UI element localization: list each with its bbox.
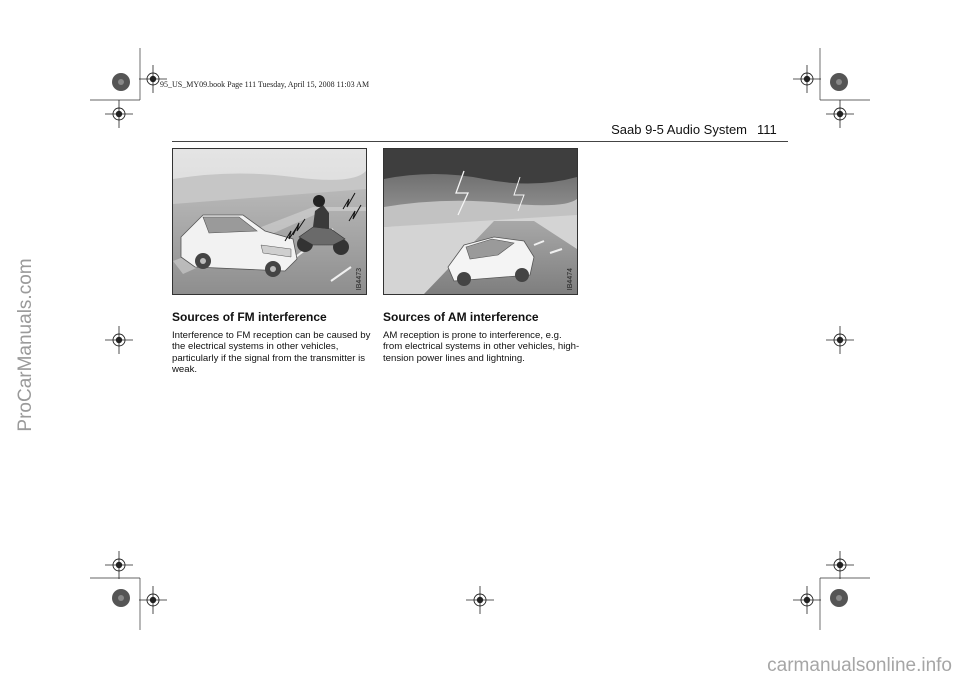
registration-mark-icon xyxy=(105,326,133,354)
registration-dot-icon xyxy=(112,589,130,607)
left-watermark-text: ProCarManuals.com xyxy=(15,258,36,432)
left-watermark xyxy=(6,245,46,445)
registration-mark-icon xyxy=(139,586,167,614)
registration-mark-icon xyxy=(793,586,821,614)
car-in-thunderstorm-illustration-icon xyxy=(384,149,577,294)
registration-mark-icon xyxy=(793,65,821,93)
am-section-body: AM reception is prone to interference, e.g. from electrical systems in other vehicles, high-tension power lines and lightning. xyxy=(383,330,580,364)
figure-code: IB4473 xyxy=(356,267,363,290)
registration-mark-icon xyxy=(105,551,133,579)
am-interference-figure xyxy=(383,148,578,295)
fm-section-heading: Sources of FM interference xyxy=(172,310,327,324)
registration-dot-icon xyxy=(830,589,848,607)
page-number: 111 xyxy=(757,122,777,137)
bottom-watermark: carmanualsonline.info xyxy=(767,655,952,676)
book-file-info: 95_US_MY09.book Page 111 Tuesday, April 15, 2008 11:03 AM xyxy=(160,80,370,89)
registration-mark-icon xyxy=(826,551,854,579)
registration-dot-icon xyxy=(112,73,130,91)
registration-mark-icon xyxy=(826,100,854,128)
registration-mark-icon xyxy=(826,326,854,354)
am-section-heading: Sources of AM interference xyxy=(383,310,539,324)
figure-code: IB4474 xyxy=(567,267,574,290)
fm-interference-figure xyxy=(172,148,367,295)
fm-section-body: Interference to FM reception can be caused by the electrical systems in other vehicles, particularly if the signal from the transmitter is weak. xyxy=(172,330,371,375)
car-and-motorcycle-illustration-icon xyxy=(173,149,366,294)
header-rule xyxy=(172,141,788,142)
registration-mark-icon xyxy=(466,586,494,614)
section-title: Saab 9-5 Audio System xyxy=(611,122,747,137)
registration-dot-icon xyxy=(830,73,848,91)
registration-mark-icon xyxy=(105,100,133,128)
